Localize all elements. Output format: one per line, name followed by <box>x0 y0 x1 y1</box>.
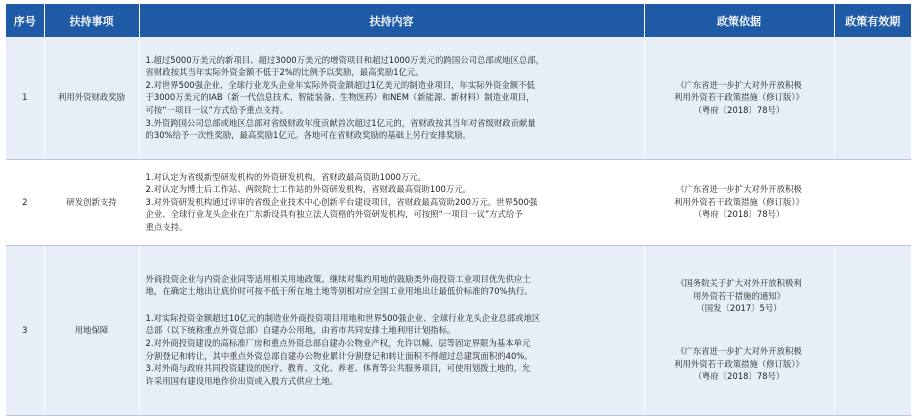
row-item: 用地保障 <box>44 245 139 415</box>
basis-line: 用外资若干措施的通知》 <box>692 290 786 301</box>
content-segment <box>146 312 638 388</box>
row-validity <box>834 159 911 245</box>
content-line: 于3000万美元的IAB（新一代信息技术、智能装备、生物医药）和NEM（新能源、新材料）制造业项目， <box>145 92 535 103</box>
row-index: 2 <box>6 159 44 245</box>
content-line: 1.超过5000万美元的新项目、超过3000万美元的增资项目和超过1000万美元的跨国公司总部或地区总部， <box>145 54 545 65</box>
content-line: 企业、全球行业龙头企业在广东新设具有独立法人资格的外资研发机构，可按照“一项目一议”方式给予 <box>145 209 523 220</box>
content-line: 3.外资跨国公司总部或地区总部对省级财政年度贡献首次超过1亿元的，省财政按其当年对省级财政贡献量 <box>145 117 536 128</box>
row-basis <box>644 37 834 159</box>
basis-line: 利用外资若干政策措施（修订版）》 <box>674 92 804 103</box>
basis-line: 《广东省进一步扩大对外开放积极 <box>676 79 802 90</box>
content-line: 地，在确定土地出让底价时可按不低于所在地土地等别相对应全国工业用地出让最低价标准的70%执行。 <box>145 286 533 297</box>
basis-line: 利用外资若干政策措施（修订版）》 <box>674 196 804 207</box>
header-row <box>6 4 911 37</box>
content-line: 外商投资企业与内资企业同等适用相关用地政策。继续对集约用地的鼓励类外商投资工业项目优先供应土 <box>145 273 531 284</box>
basis-block <box>649 277 830 315</box>
row-item: 利用外资财政奖励 <box>44 37 139 159</box>
basis-line: 利用外资若干政策措施（修订版）》 <box>674 358 804 369</box>
content-line: 许采用国有建设用地作价出资或入股方式供应土地。 <box>145 375 339 386</box>
content-line: 2.对认定为博士后工作站、两院院士工作站的外资研发机构，省财政最高资助100万元。 <box>145 184 471 195</box>
header-validity: 政策有效期 <box>834 4 911 37</box>
content-line: 1.对认定为省级新型研发机构的外资研发机构，省财政最高资助1000万元。 <box>145 171 427 182</box>
basis-line: （粤府〔2018〕78号） <box>693 209 785 220</box>
row-item: 研发创新支持 <box>44 159 139 245</box>
row-content <box>139 37 644 159</box>
basis-line: 《广东省进一步扩大对外开放积极 <box>676 346 802 356</box>
content-line: 的30%给予一次性奖励，最高奖励1亿元。各地可在省财政奖励的基础上另行安排奖励。 <box>145 130 471 141</box>
table-row <box>6 245 911 415</box>
header-basis: 政策依据 <box>644 4 834 37</box>
content-line: 省财政按其当年实际外资金额不低于2%的比例予以奖励，最高奖励1亿元。 <box>145 67 424 78</box>
row-basis <box>644 245 834 415</box>
row-content <box>139 159 644 245</box>
header-content: 扶持内容 <box>139 4 644 37</box>
content-segment <box>146 273 638 298</box>
content-line: 3.对外资研发机构通过评审的省级企业技术中心创新平台建设项目，省财政最高资助200万元。世界500强 <box>145 196 538 207</box>
content-line: 重点支持。 <box>145 221 188 232</box>
basis-line: （粤府〔2018〕78号） <box>693 371 785 382</box>
content-line: 总部（以下统称重点外资总部）自建办公用地，由省市共同安排土地利用计划指标。 <box>145 325 456 336</box>
row-content <box>139 245 644 415</box>
content-line: 2.对外商投资建设的高标准厂房和重点外资总部自建办公物业产权，允许以幢、层等固定界限为基本单元 <box>145 338 531 348</box>
content-line: 1.对实际投资金额超过10亿元的制造业外商投资项目用地和世界500强企业、全球行业龙头企业总部或地区 <box>145 312 541 323</box>
content-line: 2.对世界500强企业、全球行业龙头企业年实际外资金额超过1亿美元的制造业项目，年实际外资金额不低 <box>145 79 535 90</box>
row-basis <box>644 159 834 245</box>
header-item: 扶持事项 <box>44 4 139 37</box>
row-index: 1 <box>6 37 44 159</box>
row-validity <box>834 37 911 159</box>
basis-line: 《广东省进一步扩大对外开放积极 <box>676 184 802 195</box>
basis-line: （粤府〔2018〕78号） <box>693 105 785 116</box>
basis-block <box>649 345 830 383</box>
row-index: 3 <box>6 245 44 415</box>
table-row <box>6 159 911 245</box>
basis-line: （国发〔2017〕5号） <box>696 303 782 314</box>
policy-table <box>6 4 911 416</box>
content-line: 分割登记和转让，其中重点外资总部自建办公物业累计分割登记和转让面积不得超过总建筑面积的40%。 <box>145 350 533 361</box>
header-index: 序号 <box>6 4 44 37</box>
content-line: 3.对外商与政府共同投资建设的医疗、教育、文化、养老、体育等公共服务项目，可使用划拨土地的，允 <box>145 363 531 374</box>
content-line: 可按“一项目一议”方式给予重点支持。 <box>145 105 289 116</box>
basis-line: 《国务院关于扩大对外开放积极利 <box>676 278 802 289</box>
row-validity <box>834 245 911 415</box>
table-row <box>6 37 911 159</box>
